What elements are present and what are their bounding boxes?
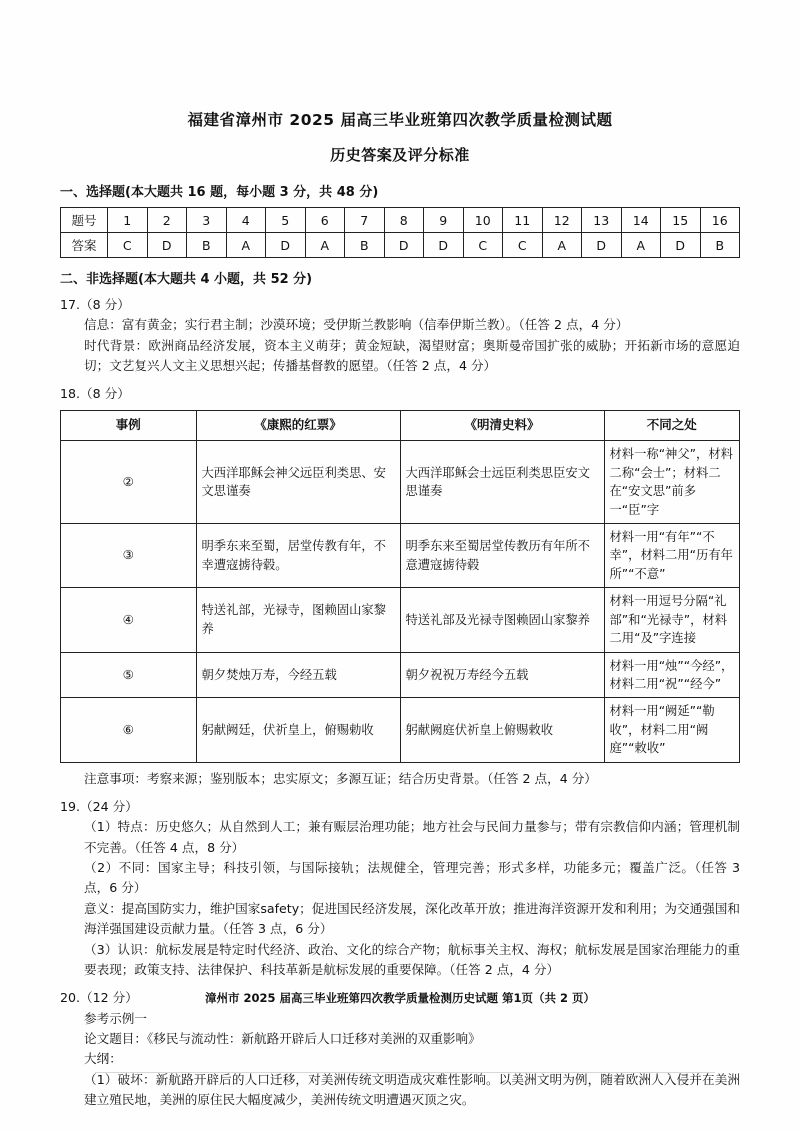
table-row xyxy=(61,208,740,233)
page-subtitle: 历史答案及评分标准 xyxy=(330,146,470,164)
question-number: 4 xyxy=(226,208,266,233)
question-number: 14 xyxy=(621,208,661,233)
question-19-part-3: （3）认识：航标发展是特定时代经济、政治、文化的综合产物；航标事关主权、海权；航标发展是国家治理能力的重要表现；政策支持、法律保护、科技革新是航标发展的重要保障。（任答 2 点，4 分） xyxy=(84,941,740,978)
difference-text: 材料一用“有年”“不幸”，材料二用“历有年所”“不意” xyxy=(604,523,740,587)
answer-cell: A xyxy=(305,233,345,258)
case-index: ③ xyxy=(61,523,197,587)
source-b-text: 明季东来至蜀居堂传教历有年所不意遭寇掳待毂 xyxy=(400,523,604,587)
difference-text: 材料一用逗号分隔“礼部”和“光禄寺”，材料二用“及”字连接 xyxy=(604,588,740,652)
page-title: 福建省漳州市 2025 届高三毕业班第四次教学质量检测试题 xyxy=(187,111,613,129)
question-20-outline-point-1: （1）破坏：新航路开辟后的人口迁移，对美洲传统文明造成灾难性影响。以美洲文明为例，随着欧洲人入侵并在美洲建立殖民地，美洲的原住民大幅度减少，美洲传统文明遭遇灭顶之灾。 xyxy=(84,1071,740,1108)
section-2-heading: 二、非选择题(本大题共 4 小题，共 52 分) xyxy=(60,272,313,287)
table-row xyxy=(61,233,740,258)
source-a-text: 大西洋耶稣会神父远臣利类思、安文思谨奏 xyxy=(196,441,400,524)
source-b-text: 大西洋耶稣会士远臣利类思臣安文思谨奏 xyxy=(400,441,604,524)
source-a-text: 朝夕焚烛万寿，今经五载 xyxy=(196,652,400,698)
col-header-difference: 不同之处 xyxy=(604,411,740,441)
question-number: 12 xyxy=(542,208,582,233)
col-header-source-b: 《明清史料》 xyxy=(400,411,604,441)
document-body xyxy=(60,108,740,1111)
source-a-text: 明季东来至蜀，居堂传教有年，不幸遭寇掳待毂。 xyxy=(196,523,400,587)
answer-cell: D xyxy=(582,233,622,258)
question-number: 7 xyxy=(345,208,385,233)
question-17-label: 17.（8 分） xyxy=(60,297,130,312)
source-b-text: 朝夕祝祝万寿经今五载 xyxy=(400,652,604,698)
col-header-case: 事例 xyxy=(61,411,197,441)
question-number: 6 xyxy=(305,208,345,233)
source-a-text: 躬献阙廷，伏祈皇上，俯赐勅收 xyxy=(196,698,400,762)
question-19-significance: 意义：提高国防实力，维护国家safety；促进国民经济发展，深化改革开放；推进海洋资源开发和利用；为交通强国和海洋强国建设贡献力量。（任答 3 点，6 分） xyxy=(84,900,740,937)
source-b-text: 特送礼部及光禄寺图赖固山家黎养 xyxy=(400,588,604,652)
question-number: 15 xyxy=(661,208,701,233)
answer-key-table xyxy=(60,207,740,258)
question-20-outline-label: 大纲： xyxy=(84,1051,122,1067)
question-number: 2 xyxy=(147,208,187,233)
question-number: 10 xyxy=(463,208,503,233)
difference-text: 材料一称“神父”，材料二称“会士”；材料二在“安文思”前多一“臣”字 xyxy=(604,441,740,524)
answer-cell: A xyxy=(542,233,582,258)
answer-cell: A xyxy=(226,233,266,258)
question-18-label: 18.（8 分） xyxy=(60,386,130,402)
question-20-example-header: 参考示例一 xyxy=(84,1010,147,1026)
answer-cell: B xyxy=(700,233,740,258)
row-label-answer: 答案 xyxy=(61,233,108,258)
question-17-line-2: 时代背景：欧洲商品经济发展，资本主义萌芽；黄金短缺，渴望财富；奥斯曼帝国扩张的威胁；开拓新市场的意愿迫切；文艺复兴人文主义思想兴起；传播基督教的愿望。（任答 2 点，4 分） xyxy=(84,337,740,373)
source-b-text: 躬献阙庭伏祈皇上俯赐敕收 xyxy=(400,698,604,762)
page-footer: 漳州市 2025 届高三毕业班第四次教学质量检测历史试题 第1页（共 2 页） xyxy=(204,991,596,1005)
table-row xyxy=(61,523,740,587)
question-number: 1 xyxy=(108,208,148,233)
table-row xyxy=(61,652,740,698)
comparison-table xyxy=(60,410,740,762)
case-index: ⑤ xyxy=(61,652,197,698)
difference-text: 材料一用“烛”“今经”，材料二用“祝”“经今” xyxy=(604,652,740,698)
table-row xyxy=(61,588,740,652)
question-number: 16 xyxy=(700,208,740,233)
question-number: 5 xyxy=(266,208,306,233)
table-header-row xyxy=(61,411,740,441)
source-a-text: 特送礼部，光禄寺，图赖固山家黎养 xyxy=(196,588,400,652)
section-1-heading: 一、选择题(本大题共 16 题，每小题 3 分，共 48 分) xyxy=(60,185,379,200)
answer-cell: B xyxy=(187,233,227,258)
answer-cell: A xyxy=(621,233,661,258)
table-row xyxy=(61,698,740,762)
case-index: ② xyxy=(61,441,197,524)
question-19-part-2: （2）不同：国家主导；科技引领，与国际接轨；法规健全，管理完善；形式多样，功能多元；覆盖广泛。（任答 3 点，6 分） xyxy=(84,860,740,896)
question-number: 11 xyxy=(503,208,543,233)
case-index: ④ xyxy=(61,588,197,652)
table-row xyxy=(61,441,740,524)
question-19-label: 19.（24 分） xyxy=(60,799,138,815)
answer-cell: D xyxy=(384,233,424,258)
question-20-essay-title: 论文题目：《移民与流动性：新航路开辟后人口迁移对美洲的双重影响》 xyxy=(84,1030,481,1046)
difference-text: 材料一用“阙延”“勒收”，材料二用“阙庭”“敕收” xyxy=(604,698,740,762)
question-17-line-1: 信息：富有黄金；实行君主制；沙漠环境；受伊斯兰教影响（信奉伊斯兰教）。（任答 2 点，4 分） xyxy=(84,317,629,333)
answer-cell: B xyxy=(345,233,385,258)
answer-cell: D xyxy=(661,233,701,258)
question-number: 13 xyxy=(582,208,622,233)
answer-cell: C xyxy=(108,233,148,258)
answer-cell: C xyxy=(463,233,503,258)
footer-divider xyxy=(95,1072,715,1073)
question-19-part-1: （1）特点：历史悠久；从自然到人工；兼有赈层治理功能；地方社会与民间力量参与；带有宗教信仰内涵；管理机制不完善。（任答 4 点，8 分） xyxy=(84,819,740,855)
case-index: ⑥ xyxy=(61,698,197,762)
answer-cell: D xyxy=(424,233,464,258)
answer-cell: D xyxy=(147,233,187,258)
question-20-label: 20.（12 分） xyxy=(60,990,138,1006)
question-number: 9 xyxy=(424,208,464,233)
col-header-source-a: 《康熙的红票》 xyxy=(196,411,400,441)
answer-cell: D xyxy=(266,233,306,258)
question-number: 3 xyxy=(187,208,227,233)
row-label-number: 题号 xyxy=(61,208,108,233)
answer-cell: C xyxy=(503,233,543,258)
question-number: 8 xyxy=(384,208,424,233)
question-18-note: 注意事项：考察来源；鉴别版本；忠实原文；多源互证；结合历史背景。（任答 2 点，4 分） xyxy=(84,770,597,786)
